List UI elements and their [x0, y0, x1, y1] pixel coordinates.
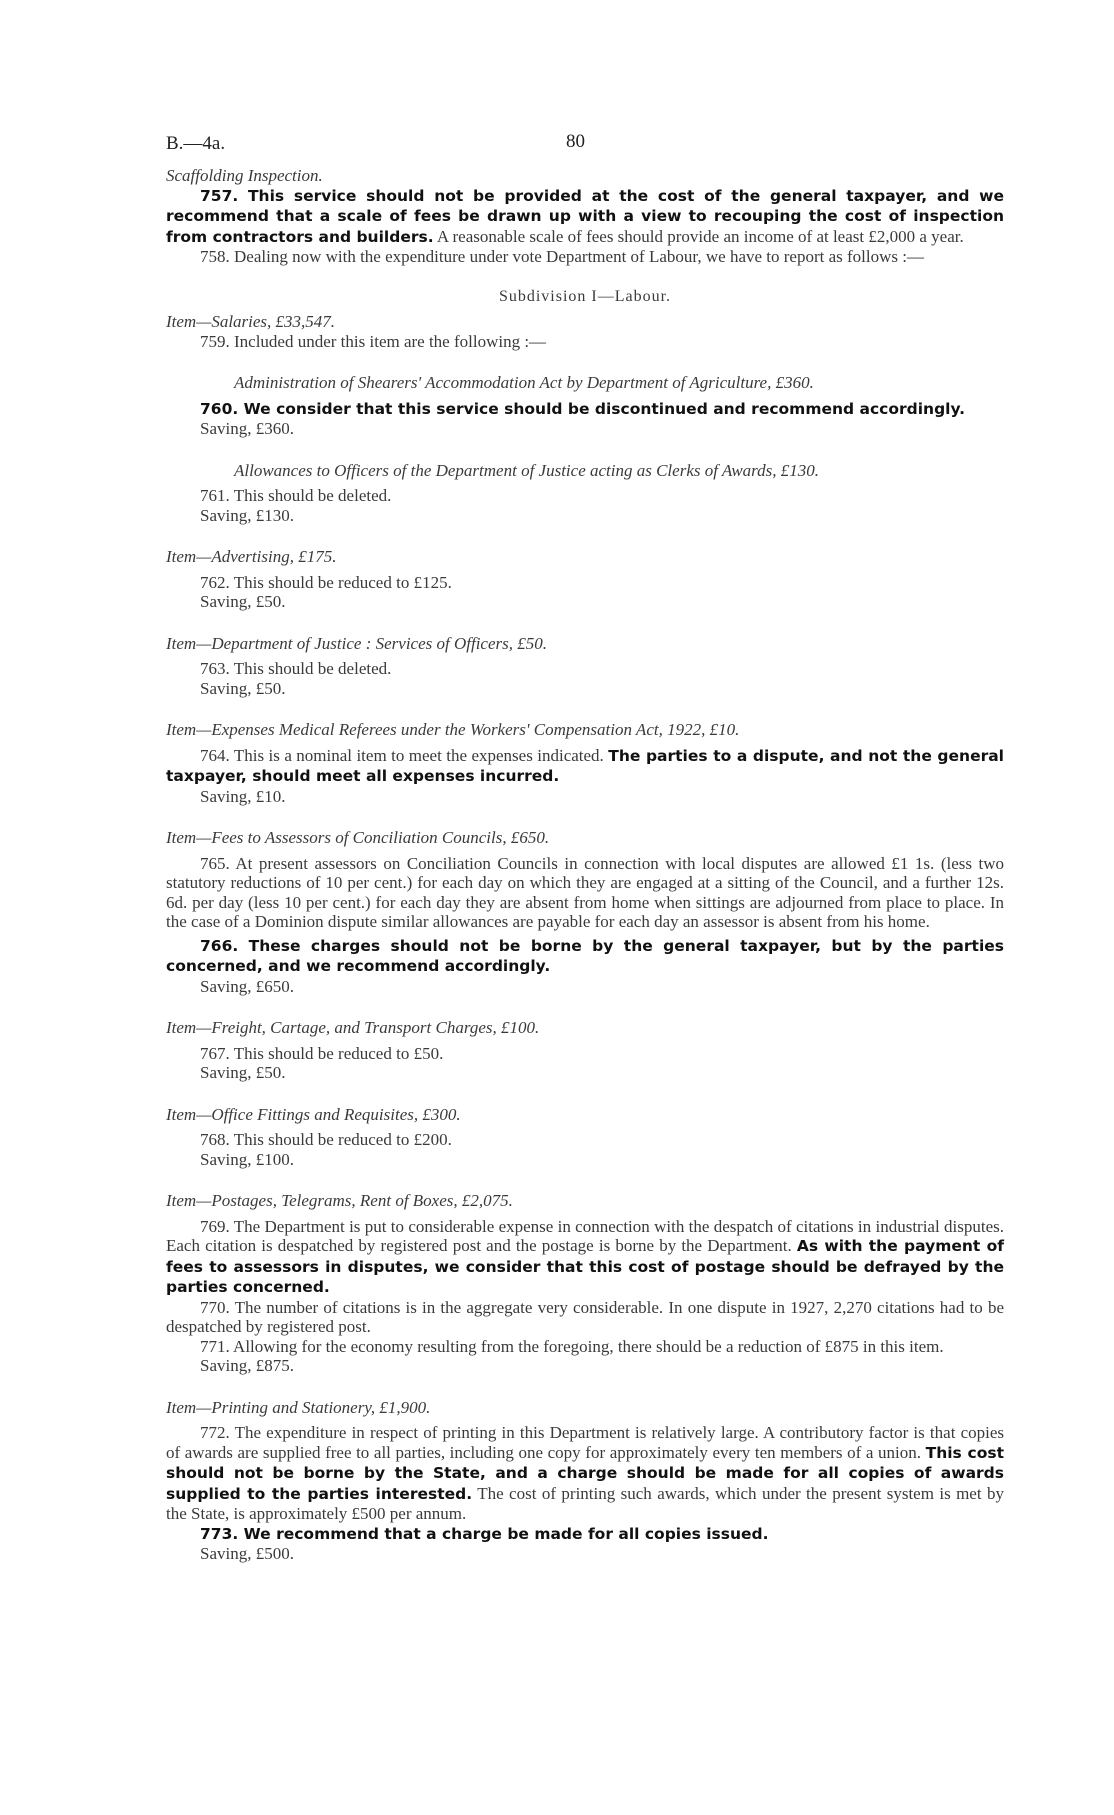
- subdivision-heading: Subdivision I—Labour.: [498, 287, 672, 305]
- paragraph-757: [166, 186, 1004, 248]
- page-number: 80: [566, 131, 585, 152]
- section-medical-referees: [166, 720, 1004, 806]
- section-advertising: [166, 547, 1004, 612]
- saving-line: Saving, £50.: [200, 592, 286, 611]
- item-heading: Item—Freight, Cartage, and Transport Charges, £100.: [166, 1018, 540, 1037]
- item-heading: Item—Office Fittings and Requisites, £300.: [166, 1104, 461, 1124]
- section-freight: [166, 1018, 1004, 1083]
- paragraph-769: [166, 1217, 1004, 1298]
- section-printing: [166, 1398, 1004, 1564]
- section-justice: [166, 634, 1004, 699]
- paragraph-768: 768. This should be reduced to £200.: [200, 1130, 452, 1149]
- paragraph-763: 763. This should be deleted.: [200, 659, 392, 678]
- item-heading: Item—Advertising, £175.: [166, 547, 337, 566]
- plain-text: 769. The Department is put to considerable expense in connection with the despatch of citations in industrial disputes. Each citation is despatched by registered post and the postage is borne by the Department.: [166, 1216, 1004, 1255]
- bold-text: The parties to a dispute, and not the general taxpayer, should meet all expenses incurred.: [166, 746, 1004, 785]
- item-heading: Item—Department of Justice : Services of Officers, £50.: [166, 633, 547, 653]
- saving-line: Saving, £100.: [200, 1149, 294, 1169]
- section-postages: [166, 1191, 1004, 1376]
- paragraph-766: [166, 936, 1004, 977]
- plain-text: A reasonable scale of fees should provide an income of at least £2,000 a year.: [433, 226, 964, 246]
- paragraph-758: 758. Dealing now with the expenditure under vote Department of Labour, we have to report as follows :—: [200, 247, 924, 266]
- page-header: [166, 128, 1004, 156]
- paragraph-767: 767. This should be reduced to £50.: [200, 1043, 444, 1063]
- saving-line: Saving, £130.: [200, 505, 294, 525]
- bold-text: As with the payment of fees to assessors in disputes, we consider that this cost of postage should be defrayed by the parties concerned.: [166, 1237, 1004, 1296]
- sub-item-heading: Allowances to Officers of the Department of Justice acting as Clerks of Awards, £130.: [234, 460, 820, 480]
- plain-text: The cost of printing such awards, which under the present system is met by the State, is approximately £500 per annum.: [166, 1483, 1004, 1523]
- saving-line: Saving, £10.: [200, 786, 286, 806]
- bold-text: 773. We recommend that a charge be made for all copies issued.: [200, 1524, 769, 1543]
- saving-line: Saving, £360.: [200, 419, 294, 438]
- item-heading: Item—Postages, Telegrams, Rent of Boxes, £2,075.: [166, 1191, 513, 1210]
- paragraph-759: 759. Included under this item are the following :—: [200, 331, 547, 351]
- paragraph-771: 771. Allowing for the economy resulting from the foregoing, there should be a reduction of £875 in this item.: [200, 1336, 944, 1356]
- paragraph-772: [166, 1423, 1004, 1524]
- bold-text: 766. These charges should not be borne by the general taxpayer, but by the parties concerned, and we recommend accordingly.: [166, 936, 1004, 975]
- bold-text: 760. We consider that this service should be discontinued and recommend accordingly.: [200, 399, 966, 418]
- section-office-fittings: [166, 1105, 1004, 1170]
- item-heading: Item—Expenses Medical Referees under the Workers' Compensation Act, 1922, £10.: [166, 720, 740, 739]
- item-heading: Item—Salaries, £33,547.: [166, 312, 336, 331]
- paragraph-761: 761. This should be deleted.: [200, 486, 392, 505]
- item-heading: Scaffolding Inspection.: [166, 166, 323, 185]
- item-heading: Item—Fees to Assessors of Conciliation Councils, £650.: [166, 828, 550, 847]
- item-heading: Item—Printing and Stationery, £1,900.: [166, 1397, 431, 1417]
- paragraph-770: 770. The number of citations is in the aggregate very considerable. In one dispute in 1927, 2,270 citations had to be despatched by registered post.: [166, 1297, 1004, 1336]
- paragraph-764: [166, 746, 1004, 787]
- paragraph-773: [166, 1524, 1004, 1545]
- plain-text: 772. The expenditure in respect of printing in this Department is relatively large. A contributory factor is that copies of awards are supplied free to all parties, including one copy for approximately every ten members of a union.: [166, 1423, 1004, 1462]
- saving-line: Saving, £500.: [200, 1544, 294, 1563]
- paragraph-760: [200, 399, 1004, 420]
- section-salaries: [166, 312, 1004, 525]
- document-reference: B.—4a.: [166, 133, 226, 154]
- paragraph-765: 765. At present assessors on Conciliation Councils in connection with local disputes are allowed £1 1s. (less two statutory reductions of 10 per cent.) for each day on which they are engaged at a sitting of the Council, and a further 12s. 6d. per day (less 10 per cent.) for each day they are absent from home when sittings are adjourned from place to place. In the case of a Dominion dispute similar allowances are payable for each day an assessor is absent from his home.: [166, 853, 1004, 931]
- saving-line: Saving, £650.: [200, 976, 294, 996]
- bold-text: 757. This service should not be provided at the cost of the general taxpayer, and we recommend that a scale of fees be drawn up with a view to recouping the cost of inspection from contractors and builders.: [166, 186, 1004, 246]
- plain-text: 764. This is a nominal item to meet the expenses indicated.: [200, 745, 609, 765]
- saving-line: Saving, £50.: [200, 1063, 286, 1082]
- bold-text: This cost should not be borne by the State, and a charge should be made for all copies of awards supplied to the parties interested.: [166, 1443, 1004, 1503]
- section-scaffolding: [166, 166, 1004, 267]
- saving-line: Saving, £875.: [200, 1356, 294, 1375]
- saving-line: Saving, £50.: [200, 678, 286, 698]
- sub-item-heading: Administration of Shearers' Accommodation Act by Department of Agriculture, £360.: [234, 373, 814, 392]
- section-assessors: [166, 828, 1004, 996]
- paragraph-762: 762. This should be reduced to £125.: [200, 572, 452, 592]
